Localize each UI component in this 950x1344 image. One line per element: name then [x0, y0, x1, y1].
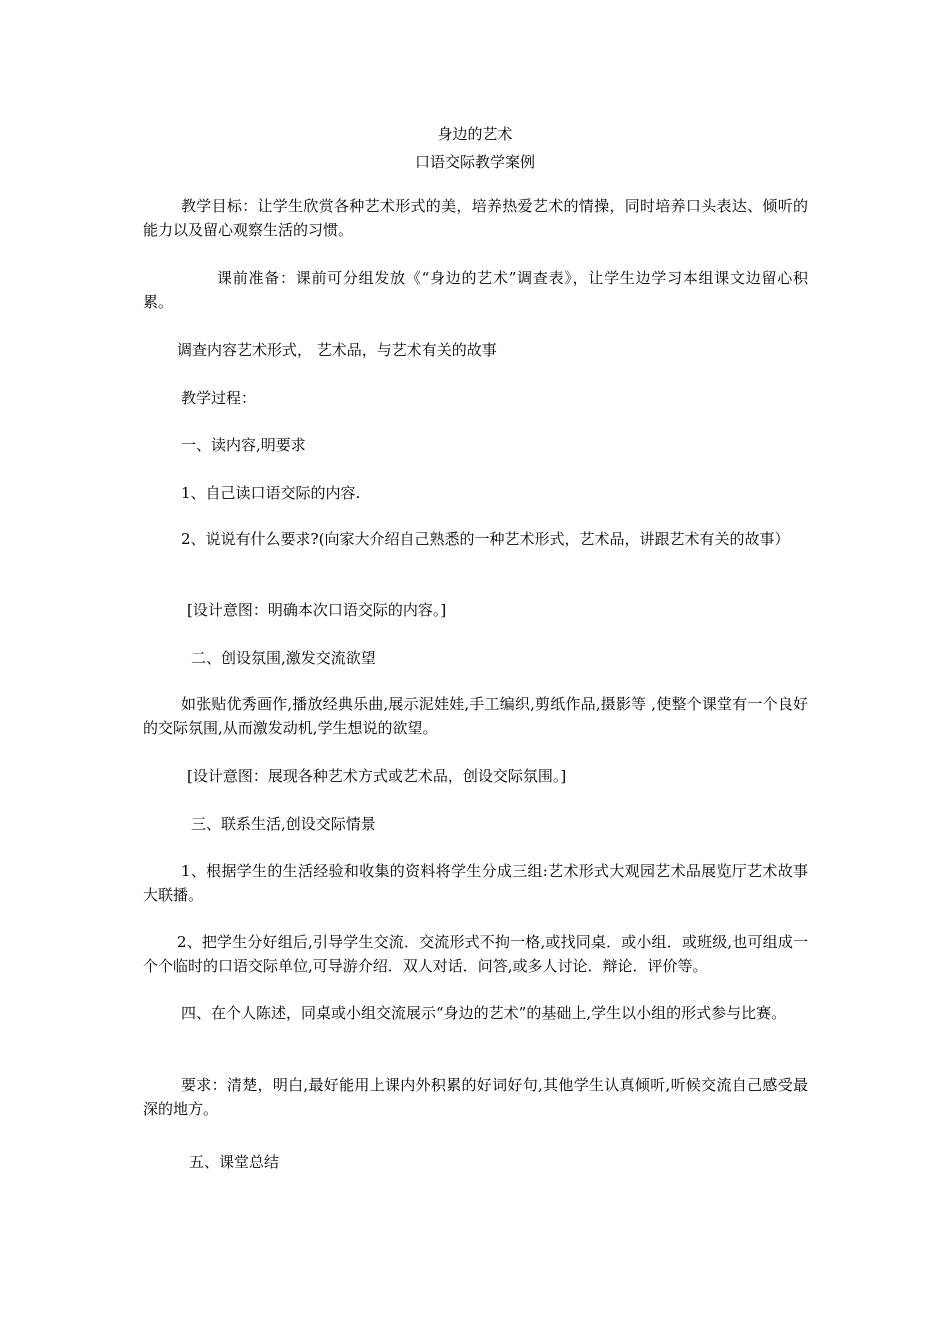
section-five-heading: 五、课堂总结	[189, 1153, 280, 1171]
paragraph-exchange: 2、把学生分好组后,引导学生交流．交流形式不拘一格,或找同桌．或小组．或班级,也可组成一个个临时的口语交际单位,可导游介绍．双人对话．问答,或多人讨论．辩论．评价等。	[143, 933, 808, 975]
paragraph-survey-content: 调查内容艺术形式， 艺术品，与艺术有关的故事	[177, 341, 497, 359]
section-four-paragraph: 四、在个人陈述，同桌或小组交流展示“身边的艺术”的基础上,学生以小组的形式参与比赛。	[181, 1004, 787, 1022]
design-intent-2: [设计意图：展现各种艺术方式或艺术品，创设交际氛围。]	[187, 767, 567, 785]
paragraph-item-2: 2、说说有什么要求?(向家大介绍自己熟悉的一种艺术形式，艺术品，讲跟艺术有关的故事）	[181, 530, 790, 548]
paragraph-preparation: 课前准备：课前可分组发放《“身边的艺术”调查表》，让学生边学习本组课文边留心积累。	[143, 269, 808, 311]
paragraph-teaching-goals: 教学目标：让学生欣赏各种艺术形式的美，培养热爱艺术的情操，同时培养口头表达、倾听的能力以及留心观察生活的习惯。	[143, 197, 808, 239]
section-three-heading: 三、联系生活,创设交际情景	[191, 815, 376, 833]
design-intent-1: [设计意图：明确本次口语交际的内容。]	[187, 601, 447, 619]
paragraph-process-heading: 教学过程：	[181, 389, 257, 407]
section-two-heading: 二、创设氛围,激发交流欲望	[191, 649, 376, 667]
document-title: 身边的艺术	[437, 125, 513, 143]
paragraph-item-1: 1、自己读口语交际的内容.	[181, 484, 361, 502]
paragraph-atmosphere: 如张贴优秀画作,播放经典乐曲,展示泥娃娃,手工编织,剪纸作品,摄影等 ,使整个课堂有一个良好的交际氛围,从而激发动机,学生想说的欲望。	[143, 695, 808, 737]
document-subtitle: 口语交际教学案例	[414, 153, 535, 171]
paragraph-grouping: 1、根据学生的生活经验和收集的资料将学生分成三组:艺术形式大观园艺术品展览厅艺术故事大联播。	[143, 862, 808, 904]
section-one-heading: 一、读内容,明要求	[181, 436, 306, 454]
paragraph-requirements: 要求：清楚，明白,最好能用上课内外积累的好词好句,其他学生认真倾听,听候交流自己感受最深的地方。	[143, 1076, 808, 1118]
